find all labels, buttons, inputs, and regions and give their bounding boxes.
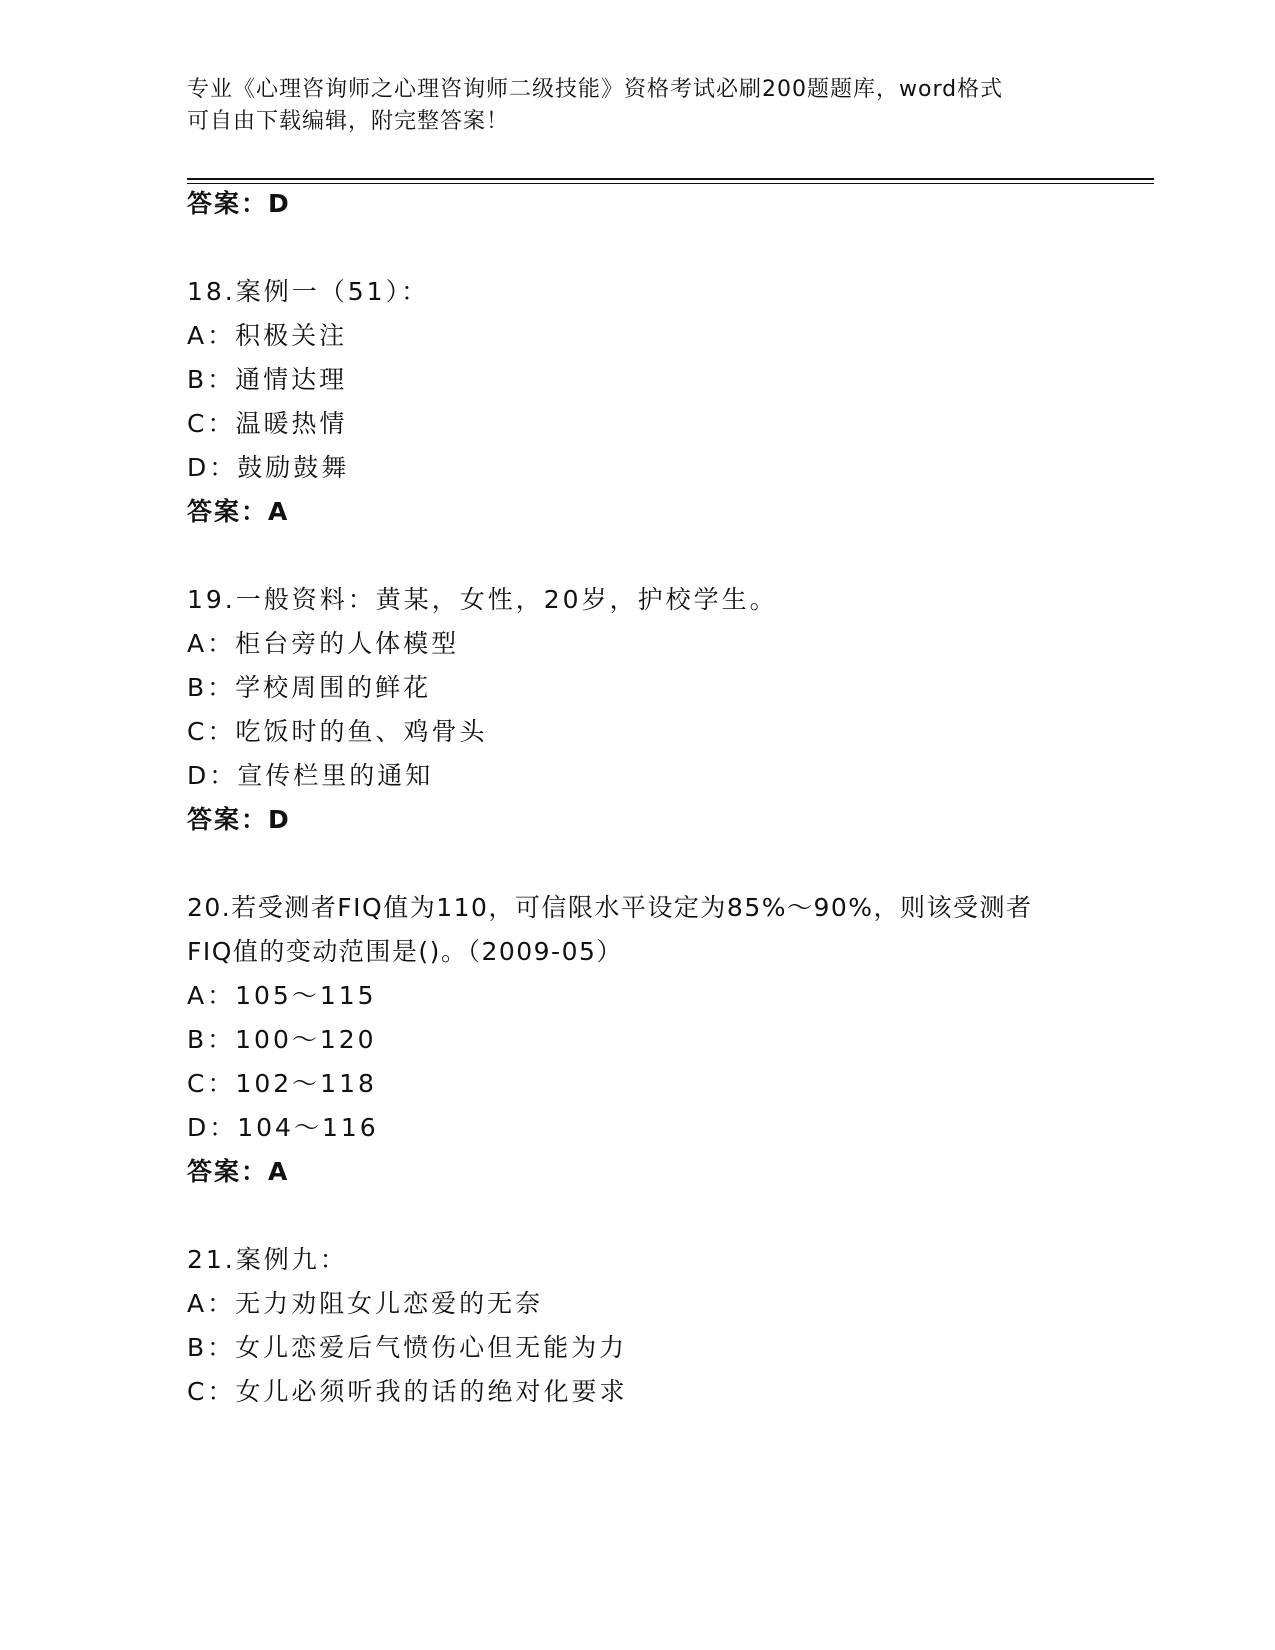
question-19-title: 19.一般资料：黄某，女性，20岁，护校学生。 [187,585,778,614]
question-18-option-b: B：通情达理 [187,365,348,394]
question-19-answer: 答案：D [187,805,291,834]
question-21-option-a: A：无力劝阻女儿恋爱的无奈 [187,1289,544,1318]
question-19-option-d: D：宣传栏里的通知 [187,761,434,790]
header-divider-thin [187,183,1154,184]
header-line-2: 可自由下载编辑，附完整答案！ [187,109,510,134]
question-21-option-b: B：女儿恋爱后气愤伤心但无能为力 [187,1333,628,1362]
question-20-title-line-1: 20.若受测者FIQ值为110，可信限水平设定为85%～90%，则该受测者 [187,893,1033,922]
question-18-answer: 答案：A [187,497,290,526]
header-divider-thick [187,178,1154,180]
question-18-option-c: C：温暖热情 [187,409,348,438]
question-20-answer: 答案：A [187,1157,290,1186]
question-19-option-b: B：学校周围的鲜花 [187,673,432,702]
question-21-title: 21.案例九： [187,1245,348,1274]
question-20-option-c: C：102～118 [187,1069,377,1098]
question-19-option-c: C：吃饭时的鱼、鸡骨头 [187,717,488,746]
header-line-1: 专业《心理咨询师之心理咨询师二级技能》资格考试必刷200题题库，word格式 [187,77,1004,102]
question-20-option-b: B：100～120 [187,1025,377,1054]
question-20-title-line-2: FIQ值的变动范围是()。（2009-05） [187,937,623,966]
question-18-title: 18.案例一（51）： [187,277,430,306]
document-header [187,74,1087,138]
question-21-option-c: C：女儿必须听我的话的绝对化要求 [187,1377,628,1406]
question-19-option-a: A：柜台旁的人体模型 [187,629,460,658]
question-20-option-a: A：105～115 [187,981,377,1010]
question-18-option-d: D：鼓励鼓舞 [187,453,350,482]
question-18-option-a: A：积极关注 [187,321,348,350]
question-20-option-d: D：104～116 [187,1113,379,1142]
answer-top: 答案：D [187,189,291,218]
